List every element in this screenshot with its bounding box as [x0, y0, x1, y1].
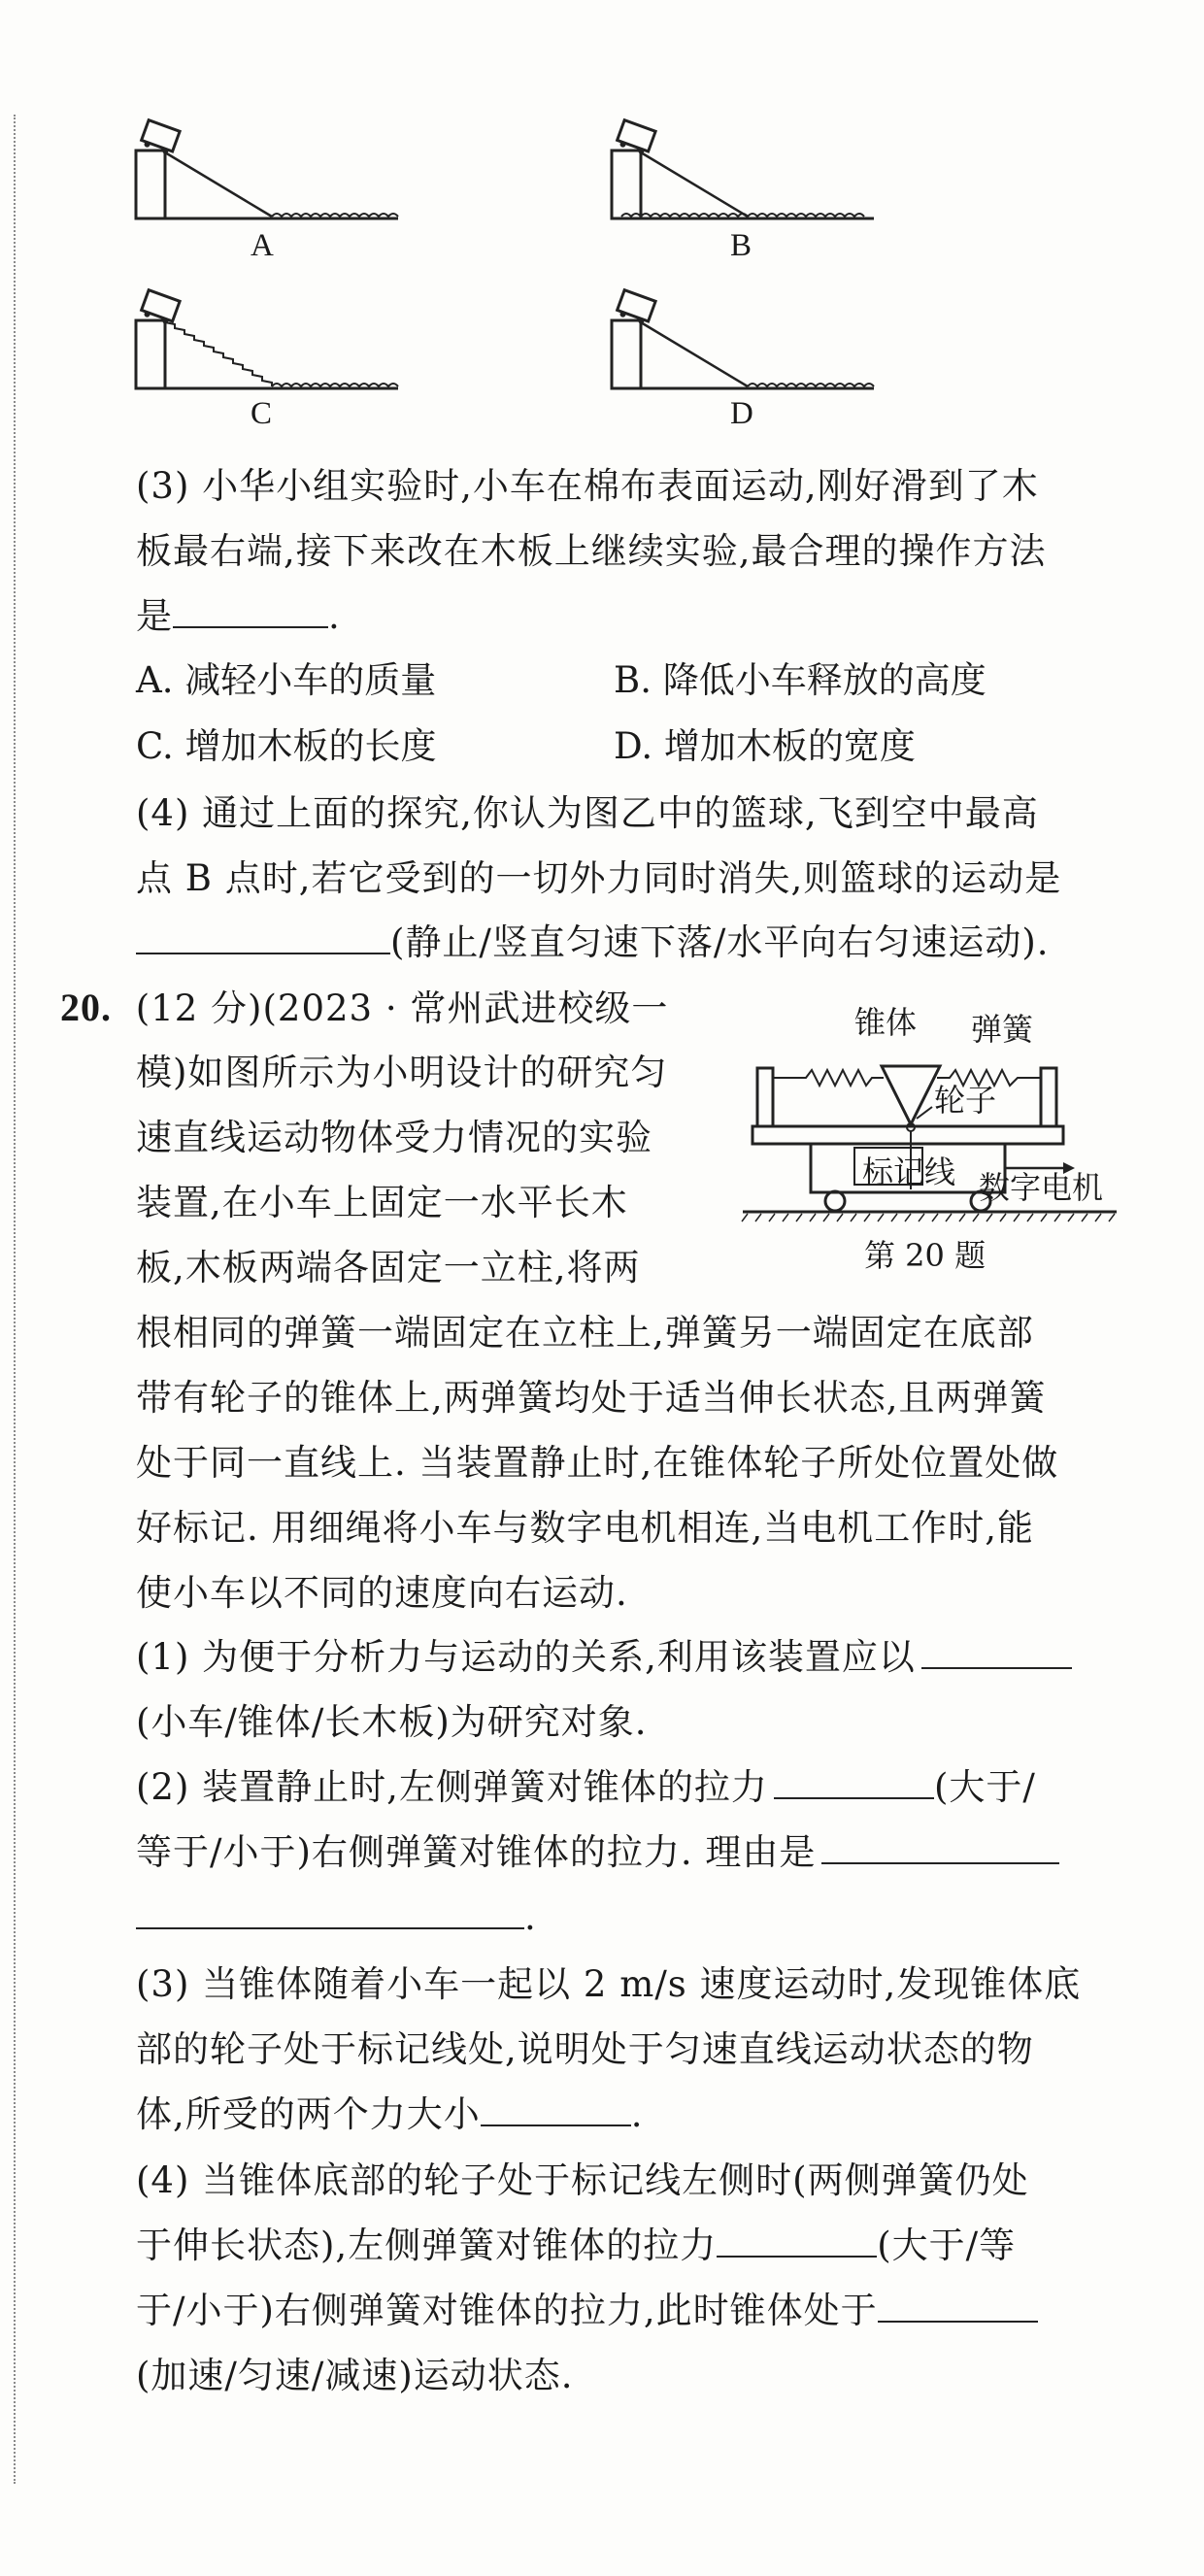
ramp-figure-b — [602, 112, 884, 228]
q20-p3-line3 — [136, 2091, 644, 2139]
q19-p3-text: 是 — [136, 595, 173, 637]
q19-p4-line2: 点 B 点时,若它受到的一切外力同时消失,则篮球的运动是 — [136, 857, 1062, 899]
q20-p2-reason: 等于/小于)右侧弹簧对锥体的拉力. 理由是 — [136, 1831, 817, 1873]
answer-blank[interactable] — [774, 1764, 934, 1799]
q20-p4-line4: (加速/匀速/减速)运动状态. — [136, 2355, 574, 2396]
q19-option-c[interactable]: C. 增加木板的长度 — [136, 725, 437, 767]
q20-intro-3: 速直线运动物体受力情况的实验 — [136, 1117, 652, 1158]
q20-p4-options: (大于/等 — [877, 2225, 1017, 2266]
q20-p1-line2: (小车/锥体/长木板)为研究对象. — [136, 1701, 648, 1743]
q20-p1-line1 — [136, 1633, 1072, 1682]
answer-blank[interactable] — [136, 1894, 524, 1929]
question-number: 20. — [60, 986, 112, 1029]
q20-intro-1: (12 分)(2023 · 常州武进校级一 — [135, 987, 669, 1029]
q20-intro-5: 板,木板两端各固定一立柱,将两 — [136, 1247, 641, 1288]
spring-label: 弹簧 — [971, 1011, 1034, 1048]
q19-p3-line2: 板最右端,接下来改在木板上继续实验,最合理的操作方法 — [136, 530, 1047, 572]
q20-p3-line2: 部的轮子处于标记线处,说明处于匀速直线运动状态的物 — [136, 2028, 1034, 2070]
mark-line-label: 标记线 — [862, 1154, 956, 1190]
q20-p3-period: . — [630, 2093, 644, 2135]
answer-blank[interactable] — [717, 2223, 877, 2258]
q20-p2-line2 — [136, 1828, 1059, 1877]
wheel-label: 轮子 — [934, 1082, 997, 1119]
ramp-figure-d — [602, 282, 884, 398]
q20-p3-text: 体,所受的两个力大小 — [136, 2093, 481, 2135]
q19-p3-line1: (3) 小华小组实验时,小车在棉布表面运动,刚好滑到了木 — [136, 465, 1039, 507]
q19-p3-line3 — [136, 592, 341, 641]
q20-intro-8: 处于同一直线上. 当装置静止时,在锥体轮子所处位置处做 — [136, 1442, 1059, 1484]
answer-blank[interactable] — [481, 2091, 631, 2126]
q19-p3-period: . — [328, 595, 341, 637]
q19-option-b[interactable]: B. 降低小车释放的高度 — [614, 659, 987, 701]
q20-intro-2: 模)如图所示为小明设计的研究匀 — [136, 1052, 668, 1093]
q19-p4-line1: (4) 通过上面的探究,你认为图乙中的篮球,飞到空中最高 — [136, 792, 1039, 834]
q20-p2-text: (2) 装置静止时,左侧弹簧对锥体的拉力 — [136, 1766, 768, 1808]
q20-p2-options: (大于/ — [933, 1766, 1036, 1808]
ramp-figure-c — [126, 282, 408, 398]
figure-caption: 第 20 题 — [864, 1237, 987, 1274]
q20-p4-line2 — [136, 2222, 1016, 2270]
answer-blank[interactable] — [821, 1829, 1059, 1864]
q20-intro-9: 好标记. 用细绳将小车与数字电机相连,当电机工作时,能 — [136, 1507, 1035, 1549]
q20-p1-text: (1) 为便于分析力与运动的关系,利用该装置应以 — [136, 1636, 916, 1678]
q19-option-d[interactable]: D. 增加木板的宽度 — [614, 725, 916, 767]
q19-p4-options: (静止/竖直匀速下落/水平向右匀速运动). — [390, 921, 1050, 963]
motor-label: 数字电机 — [979, 1169, 1104, 1206]
ramp-label-b: B — [730, 228, 752, 263]
q20-intro-7: 带有轮子的锥体上,两弹簧均处于适当伸长状态,且两弹簧 — [136, 1377, 1047, 1419]
q20-p4-state: 于/小于)右侧弹簧对锥体的拉力,此时锥体处于 — [136, 2290, 878, 2331]
q19-p4-line3 — [136, 919, 1050, 967]
q20-p2-period: . — [524, 1896, 537, 1938]
ramp-figure-a — [126, 112, 408, 228]
q20-intro-6: 根相同的弹簧一端固定在立柱上,弹簧另一端固定在底部 — [136, 1312, 1034, 1354]
binding-margin-line — [14, 115, 16, 2484]
ramp-label-d: D — [730, 396, 753, 431]
q20-intro-10: 使小车以不同的速度向右运动. — [136, 1572, 628, 1614]
q20-p3-line1: (3) 当锥体随着小车一起以 2 m/s 速度运动时,发现锥体底 — [136, 1963, 1082, 2005]
ramp-label-c: C — [251, 396, 273, 431]
q20-p2-line1 — [136, 1763, 1036, 1812]
q20-p2-line3 — [136, 1893, 537, 1942]
q20-intro-4: 装置,在小车上固定一水平长木 — [136, 1182, 628, 1223]
answer-blank[interactable] — [921, 1634, 1072, 1669]
answer-blank[interactable] — [173, 593, 328, 628]
ramp-label-a: A — [251, 228, 274, 263]
cone-label: 锥体 — [854, 1004, 918, 1041]
answer-blank[interactable] — [878, 2288, 1038, 2323]
q20-p4-text: 于伸长状态),左侧弹簧对锥体的拉力 — [136, 2225, 718, 2266]
q20-p4-line1: (4) 当锥体底部的轮子处于标记线左侧时(两侧弹簧仍处 — [136, 2159, 1029, 2201]
q20-line1 — [60, 984, 668, 1033]
q20-p4-line3 — [136, 2287, 1038, 2335]
answer-blank[interactable] — [136, 920, 390, 954]
q19-option-a[interactable]: A. 减轻小车的质量 — [136, 659, 437, 701]
